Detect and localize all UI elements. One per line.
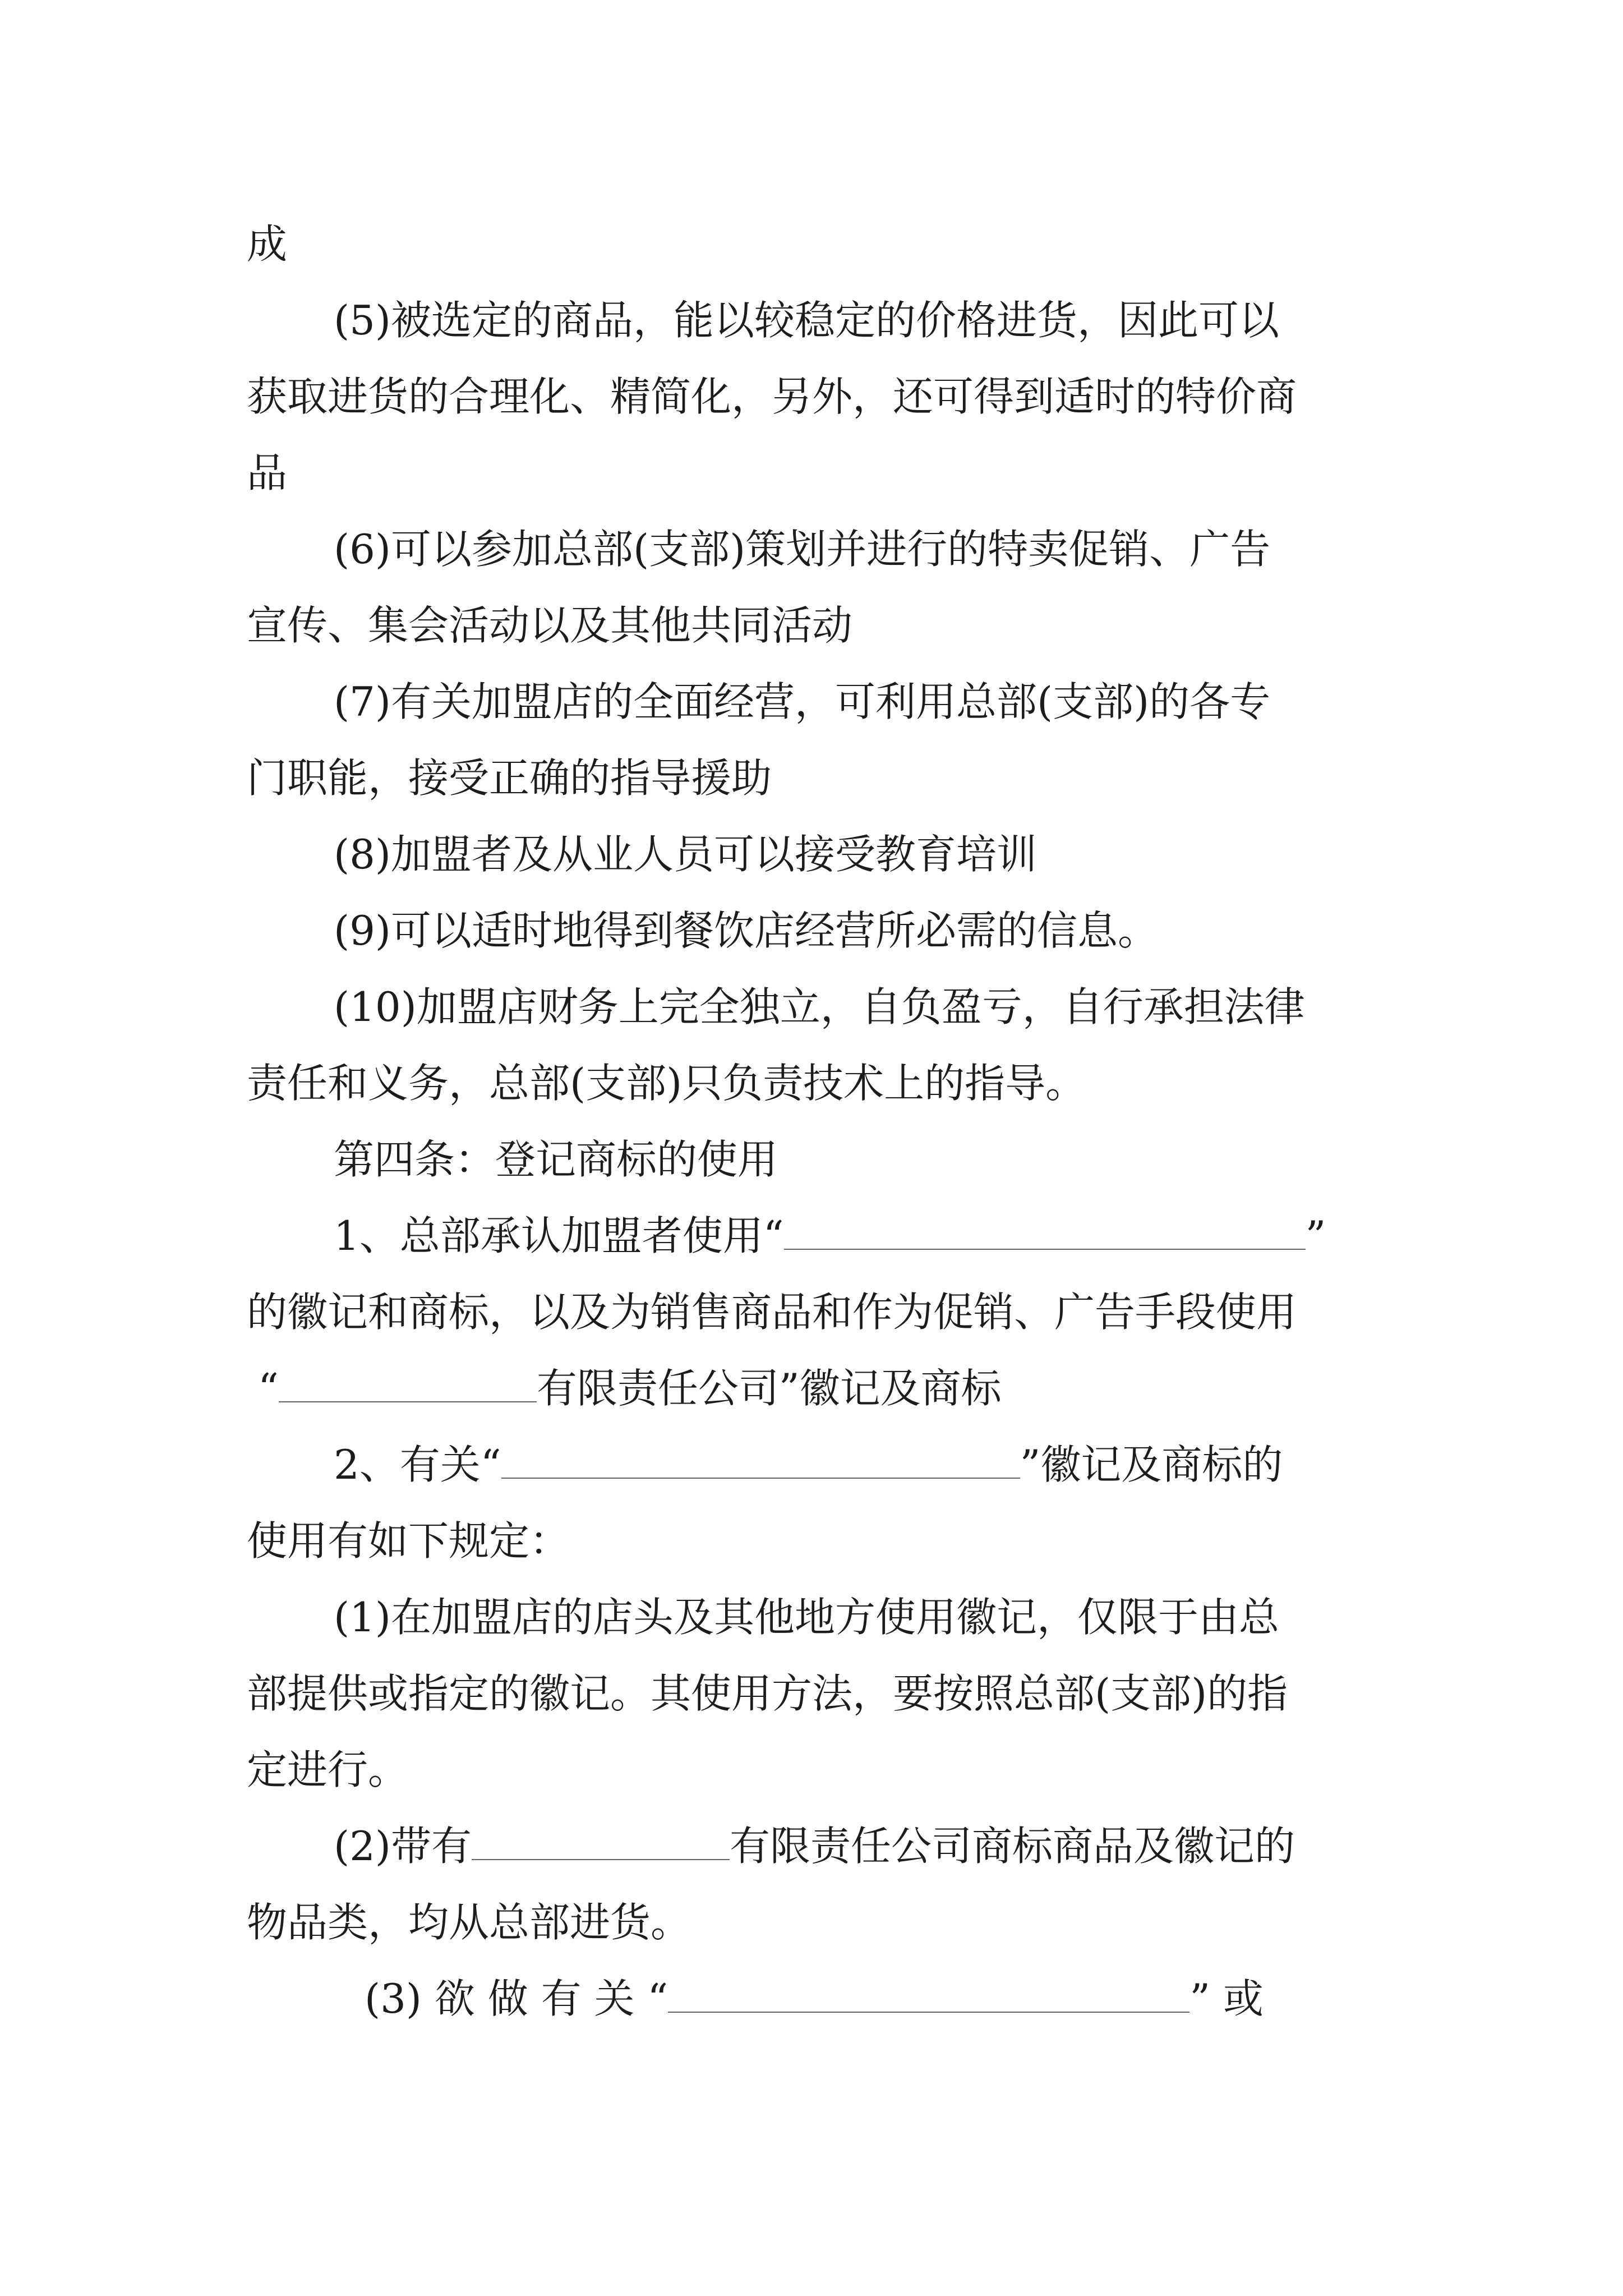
text-fragment: “ (258, 1365, 279, 1412)
text-line: 责任和义务，总部(支部)只负责技术上的指导。 (247, 1060, 1086, 1107)
text-line: (1)在加盟店的店头及其他地方使用徽记，仅限于由总 (334, 1594, 1279, 1641)
text-line (334, 1815, 1295, 1877)
text-line: 宣传、集会活动以及其他共同活动 (247, 602, 853, 649)
text-line: (5)被选定的商品，能以较稳定的价格进货，因此可以 (334, 297, 1279, 344)
text-line: (10)加盟店财务上完全独立，自负盈亏，自行承担法律 (334, 983, 1305, 1030)
text-line: (7)有关加盟店的全面经营，可利用总部(支部)的各专 (334, 678, 1271, 725)
fill-in-blank (668, 1969, 1189, 2013)
text-line: 部提供或指定的徽记。其使用方法，要按照总部(支部)的指 (247, 1670, 1288, 1717)
text-line (334, 1205, 1326, 1267)
text-fragment: (3) 欲 做 有 关 “ (365, 1975, 668, 2022)
text-fragment: (2)带有 (334, 1823, 472, 1870)
text-line: 成 (247, 220, 288, 268)
text-fragment: ” 或 (1189, 1975, 1264, 2022)
fill-in-blank (472, 1816, 730, 1860)
text-line: 的徽记和商标，以及为销售商品和作为促销、广告手段使用 (247, 1289, 1297, 1336)
text-fragment: 有限责任公司商标商品及徽记的 (730, 1823, 1295, 1870)
text-line (365, 1968, 1264, 2030)
text-fragment: ”徽记及商标的 (1020, 1441, 1283, 1488)
text-line: 定进行。 (247, 1746, 409, 1793)
text-line: 物品类，均从总部进货。 (247, 1899, 691, 1946)
text-fragment: 1、总部承认加盟者使用“ (334, 1212, 784, 1259)
text-line (334, 1434, 1283, 1496)
text-fragment: 有限责任公司”徽记及商标 (536, 1365, 1002, 1412)
text-fragment: ” (1305, 1212, 1326, 1259)
fill-in-blank (279, 1359, 537, 1402)
text-line: (9)可以适时地得到餐饮店经营所必需的信息。 (334, 907, 1158, 954)
text-line: (8)加盟者及从业人员可以接受教育培训 (334, 831, 1037, 878)
text-fragment: 2、有关“ (334, 1441, 501, 1488)
text-line: (6)可以参加总部(支部)策划并进行的特卖促销、广告 (334, 526, 1271, 573)
text-line: 门职能，接受正确的指导援助 (247, 754, 772, 802)
text-line: 使用有如下规定： (247, 1517, 570, 1565)
text-line: 品 (247, 449, 288, 496)
text-line (258, 1358, 1002, 1419)
section-heading: 第四条：登记商标的使用 (334, 1136, 778, 1183)
fill-in-blank (501, 1435, 1020, 1479)
fill-in-blank (784, 1206, 1306, 1250)
text-line: 获取进货的合理化、精简化，另外，还可得到适时的特价商 (247, 373, 1297, 420)
